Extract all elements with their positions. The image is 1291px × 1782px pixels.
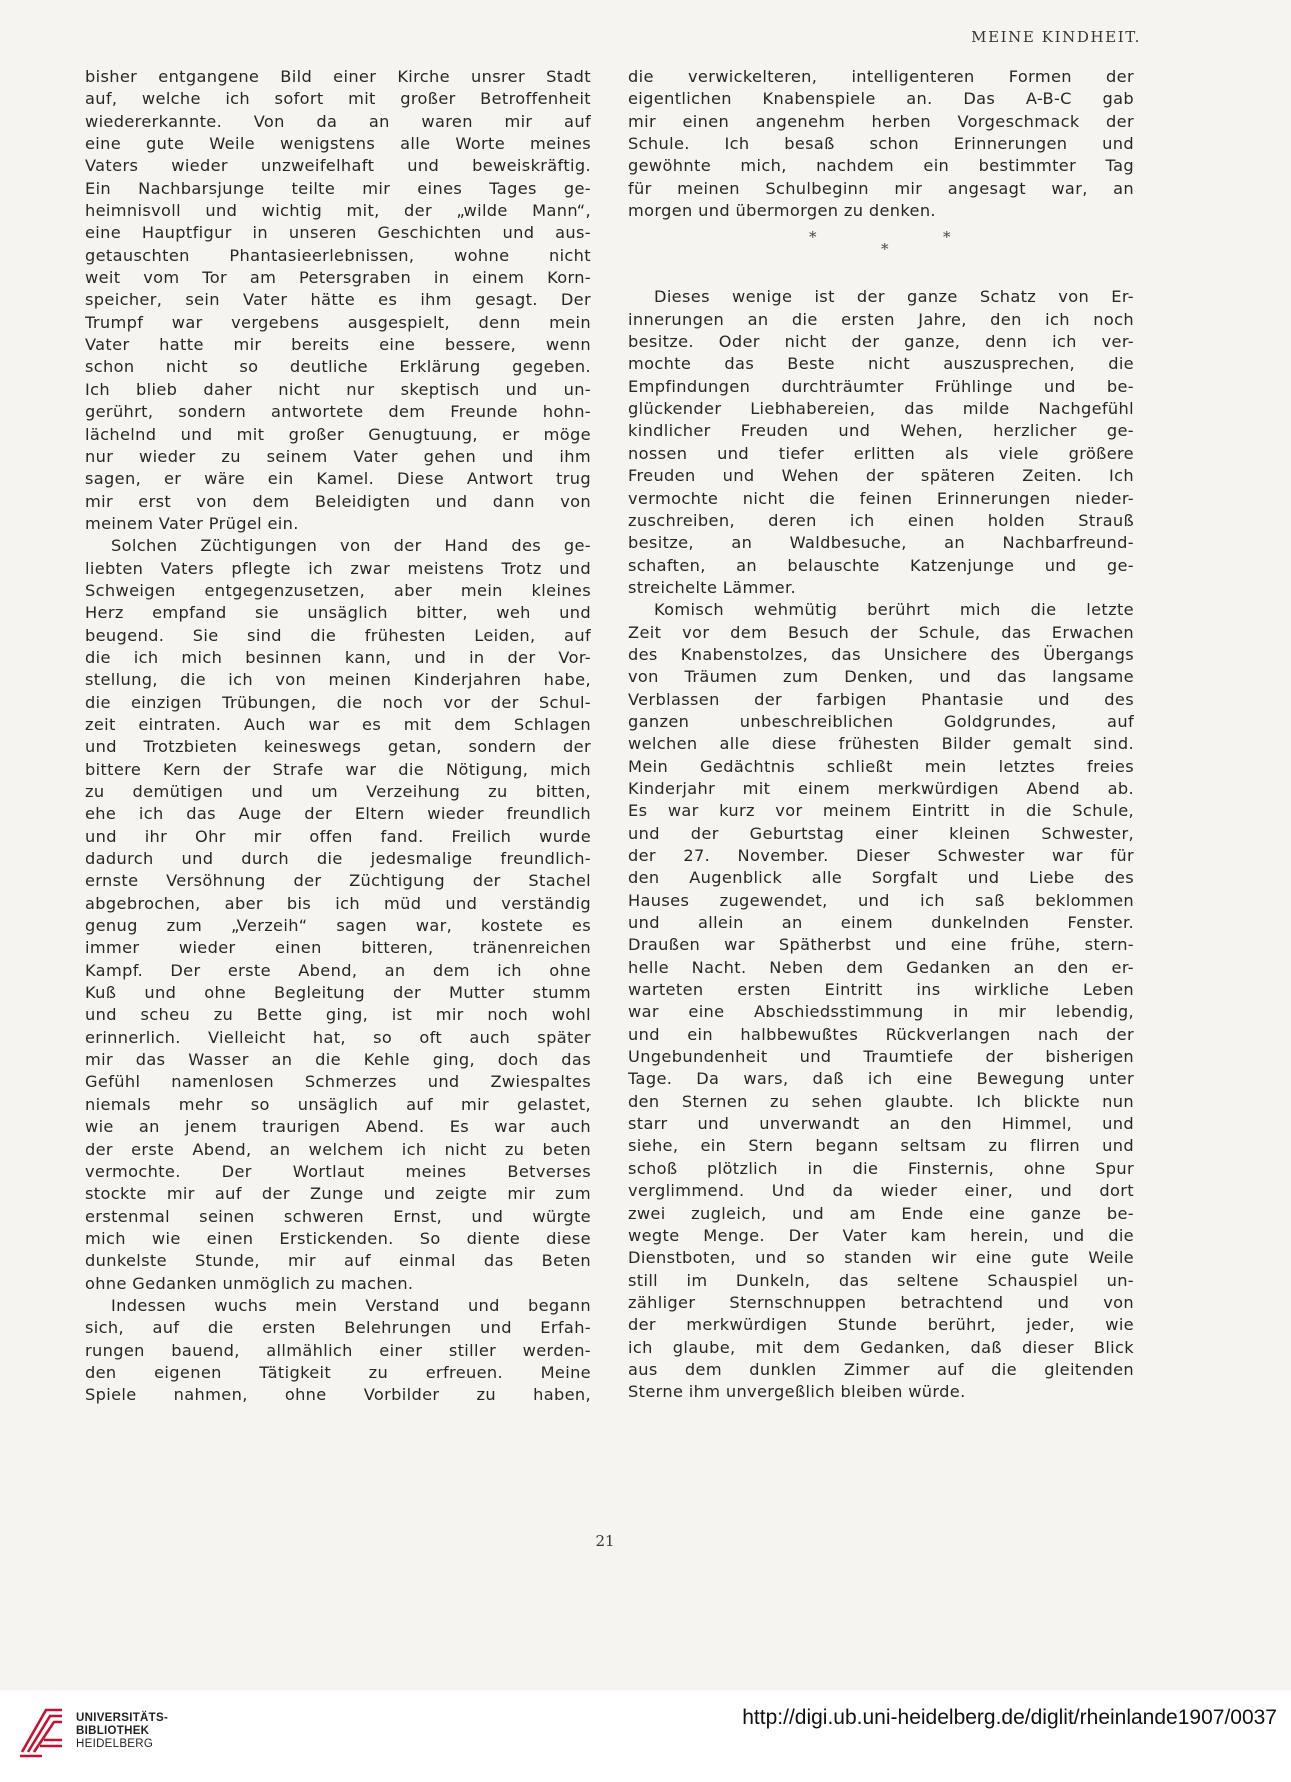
text-line: der erste Abend, an welchem ich nicht zu beten [85,1139,591,1159]
text-line: abgebrochen, aber bis ich müd und verständig [85,893,591,913]
text-line: des Knabenstolzes, das Unsichere des Übergangs [628,644,1134,664]
text-line: eine gute Weile wenigstens alle Worte meines [85,134,591,154]
text-line: ich glaube, mit dem Gedanken, daß dieser Blick [628,1337,1134,1357]
text-line: erinnerlich. Vielleicht hat, so oft auch später [85,1027,591,1047]
paragraph [85,66,591,535]
text-line: Kuß und ohne Begleitung der Mutter stumm [85,983,591,1003]
text-line: dadurch und durch die jedesmalige freundlich- [85,849,591,869]
text-line: und Trotzbieten keineswegs getan, sondern der [85,737,591,757]
text-line: Draußen war Spätherbst und eine frühe, stern- [628,935,1134,955]
text-line: Indessen wuchs mein Verstand und begann [111,1295,591,1315]
text-line: immer wieder einen bitteren, tränenreichen [85,938,591,958]
text-line: Sterne ihm unvergeßlich bleiben würde. [628,1382,966,1402]
text-line: rungen bauend, allmählich einer stiller werden- [85,1340,591,1360]
text-line: weit vom Tor am Petersgraben in einem Korn- [85,268,591,288]
text-line: und allein an einem dunkelnden Fenster. [628,913,1134,933]
text-line: Komisch wehmütig berührt mich die letzte [654,600,1134,620]
text-line: die ich mich besinnen kann, und in der Vor- [85,647,591,667]
text-line: bittere Kern der Strafe war die Nötigung, mich [85,759,591,779]
text-line: Herz empfand sie unsäglich bitter, weh und [85,603,591,623]
text-line: der merkwürdigen Stunde berührt, jeder, wie [628,1315,1134,1335]
text-line: Schule. Ich besaß schon Erinnerungen und [628,134,1134,154]
text-line: Vater hatte mir bereits eine bessere, wenn [85,335,591,355]
right-text-column [628,66,1134,1404]
text-line: Empfindungen durchträumter Frühlinge und be- [628,376,1134,396]
paragraph [85,535,591,1295]
text-line: zähliger Sternschnuppen betrachtend und von [628,1292,1134,1312]
text-line: vermochte. Der Wortlaut meines Betverses [85,1161,591,1181]
text-line: und der Geburtstag einer kleinen Schwester, [628,823,1134,843]
library-name-line: HEIDELBERG [76,1738,154,1750]
text-line: ganzen unbeschreiblichen Goldgrundes, auf [628,711,1134,731]
text-line: niemals mehr so unsäglich auf mir gelastet, [85,1094,591,1114]
text-line: und ihr Ohr mir offen fand. Freilich wurde [85,826,591,846]
section-break-asterisk: * [943,228,951,247]
right-column-before-break [628,66,1134,222]
text-line: die verwickelteren, intelligenteren Formen der [628,67,1134,86]
text-line: mir das Wasser an die Kehle ging, doch das [85,1050,591,1070]
text-line: welchen alle diese frühesten Bilder gemalt sind. [628,734,1134,754]
text-line: Solchen Züchtigungen von der Hand des ge- [111,536,591,556]
text-line: Spiele nahmen, ohne Vorbilder zu haben, [85,1385,591,1405]
text-line: Vaters wieder unzweifelhaft und beweiskräftig. [85,156,591,176]
text-line: zu demütigen und um Verzeihung zu bitten, [85,782,591,801]
text-line: siehe, ein Stern begann seltsam zu flirren und [628,1136,1134,1156]
section-break-asterisk: * [809,228,817,247]
text-line: morgen und übermorgen zu denken. [628,201,936,221]
section-break-asterisk: * [881,240,889,259]
text-line: den eigenen Tätigkeit zu erfreuen. Meine [85,1362,591,1382]
text-line: Kinderjahr mit einem merkwürdigen Abend ab. [628,778,1134,798]
text-line: stellung, die ich von meinen Kinderjahren habe, [85,670,591,690]
text-line: Ein Nachbarsjunge teilte mir eines Tages ge- [85,178,591,198]
section-break [628,222,1134,286]
text-line: mir erst von dem Beleidigten und dann von [85,491,591,511]
text-line: helle Nacht. Neben dem Gedanken an den er- [628,957,1134,977]
text-line: dunkelste Stunde, mir auf einmal das Beten [85,1251,591,1271]
text-line: Tage. Da wars, daß ich eine Bewegung unter [628,1069,1134,1089]
text-line: besitze, an Waldbesuche, an Nachbarfreund- [628,533,1134,553]
library-name-line: BIBLIOTHEK [76,1725,150,1737]
text-line: wegte Menge. Der Vater kam herein, und die [628,1225,1134,1245]
text-line: Ungebundenheit und Traumtiefe der bisherigen [628,1047,1134,1067]
text-line: zuschreiben, deren ich einen holden Strauß [628,510,1134,530]
text-line: Dieses wenige ist der ganze Schatz von Er- [654,287,1134,307]
source-url-link[interactable]: http://digi.ub.uni-heidelberg.de/diglit/rheinlande1907/0037 [742,1706,1277,1729]
text-line: Schweigen entgegenzusetzen, aber mein kleines [85,580,591,600]
text-line: Freuden und Wehen der späteren Zeiten. Ich [628,466,1134,486]
text-line: eigentlichen Knabenspiele an. Das A-B-C gab [628,89,1134,109]
text-line: eine Hauptfigur in unseren Geschichten und aus- [85,223,591,243]
text-line: schon nicht so deutliche Erklärung gegeben. [85,357,591,377]
text-line: Verblassen der farbigen Phantasie und des [628,689,1134,709]
text-line: speicher, sein Vater hätte es ihm gesagt. Der [85,290,591,310]
ub-heidelberg-logo-icon [16,1700,68,1760]
running-head: MEINE KINDHEIT. [971,28,1141,46]
text-line: erstenmal seinen schweren Ernst, und würgte [85,1206,591,1226]
text-line: liebten Vaters pflegte ich zwar meistens Trotz und [85,558,591,578]
text-line: meinem Vater Prügel ein. [85,513,299,533]
text-line: von Träumen zum Denken, und das langsame [628,667,1134,687]
text-line: heimnisvoll und wichtig mit, der „wilde Mann“, [85,201,591,221]
text-line: und scheu zu Bette ging, ist mir noch wohl [85,1005,591,1025]
text-line: ernste Versöhnung der Züchtigung der Stachel [85,871,591,891]
text-line: nossen und tiefer erlitten als viele größere [628,443,1134,463]
text-line: schaften, an belauschte Katzenjunge und ge- [628,555,1134,575]
text-line: schoß plötzlich in die Finsternis, ohne Spur [628,1158,1134,1178]
text-line: wie an jenem traurigen Abend. Es war auch [85,1117,591,1137]
text-line: Mein Gedächtnis schließt mein letztes freies [628,756,1134,776]
text-line: genug zum „Verzeih“ sagen war, kostete es [85,916,591,936]
text-line: Kampf. Der erste Abend, an dem ich ohne [85,960,591,980]
text-line: besitze. Oder nicht der ganze, denn ich ver- [628,332,1134,352]
paragraph [85,1295,591,1407]
text-line: getauschten Phantasieerlebnissen, wohne nicht [85,245,591,265]
text-line: mich wie einen Erstickenden. So diente diese [85,1228,591,1248]
text-line: bisher entgangene Bild einer Kirche unsrer Stadt [85,67,591,86]
digitization-footer [0,1690,1291,1782]
text-line: die einzigen Trübungen, die noch vor der Schul- [85,692,591,712]
text-line: und ein halbbewußtes Rückverlangen nach der [628,1024,1134,1044]
text-line: warteten ersten Eintritt ins wirkliche Leben [628,980,1134,1000]
paragraph [628,286,1134,599]
text-line: still im Dunkeln, das seltene Schauspiel un- [628,1270,1134,1290]
text-line: sich, auf die ersten Belehrungen und Erfah- [85,1318,591,1338]
left-text-column [85,66,591,1407]
text-line: nur wieder zu seinem Vater gehen und ihm [85,446,591,466]
text-line: mochte das Beste nicht auszusprechen, die [628,354,1134,374]
text-line: der 27. November. Dieser Schwester war für [628,846,1134,865]
text-line: Ich blieb daher nicht nur skeptisch und un- [85,379,591,399]
text-line: sagen, er wäre ein Kamel. Diese Antwort trug [85,469,591,489]
text-line: glückender Liebhabereien, das milde Nachgefühl [628,399,1134,419]
page-number: 21 [595,1532,615,1550]
text-line: kindlicher Freuden und Wehen, herzlicher ge- [628,421,1134,441]
text-line: streichelte Lämmer. [628,577,797,597]
text-line: gerührt, sondern antwortete dem Freunde hohn- [85,402,591,422]
text-line: den Augenblick alle Sorgfalt und Liebe des [628,868,1134,888]
text-line: für meinen Schulbeginn mir angesagt war, an [628,178,1134,198]
text-line: Zeit vor dem Besuch der Schule, das Erwachen [628,622,1134,642]
library-name [76,1712,168,1751]
text-line: ohne Gedanken unmöglich zu machen. [85,1273,414,1293]
text-line: verglimmend. Und da wieder einer, und dort [628,1181,1134,1201]
text-line: gewöhnte mich, nachdem ein bestimmter Tag [628,156,1134,176]
text-line: starr und unverwandt an den Himmel, und [628,1114,1134,1134]
paragraph [628,66,1134,222]
text-line: Es war kurz vor meinem Eintritt in die Schule, [628,801,1134,821]
text-line: vermochte nicht die feinen Erinnerungen nieder- [628,488,1134,508]
text-line: Dienstboten, und so standen wir eine gute Weile [628,1248,1134,1268]
text-line: Gefühl namenlosen Schmerzes und Zwiespaltes [85,1072,591,1092]
library-name-line: UNIVERSITÄTS- [76,1712,169,1724]
text-line: den Sternen zu sehen glaubte. Ich blickte nun [628,1091,1134,1111]
text-line: mir einen angenehm herben Vorgeschmack der [628,111,1134,131]
text-line: Trumpf war vergebens ausgespielt, denn mein [85,312,591,332]
right-column-after-break [628,286,1134,1403]
text-line: auf, welche ich sofort mit großer Betroffenheit [85,89,591,109]
text-line: wiedererkannte. Von da an waren mir auf [85,111,591,131]
text-line: zeit eintraten. Auch war es mit dem Schlagen [85,714,591,734]
text-line: beugend. Sie sind die frühesten Leiden, auf [85,625,591,645]
text-line: stockte mir auf der Zunge und zeigte mir zum [85,1184,591,1204]
text-line: ehe ich das Auge der Eltern wieder freundlich [85,804,591,824]
text-line: Hauses zugewendet, und ich saß beklommen [628,890,1134,910]
text-line: lächelnd und mit großer Genugtuung, er möge [85,424,591,444]
text-line: war eine Abschiedsstimmung in mir lebendig, [628,1002,1134,1022]
paragraph [628,599,1134,1403]
text-line: innerungen an die ersten Jahre, den ich noch [628,309,1134,329]
text-line: aus dem dunklen Zimmer auf die gleitenden [628,1359,1134,1379]
text-line: zwei zugleich, und am Ende eine ganze be- [628,1203,1134,1223]
